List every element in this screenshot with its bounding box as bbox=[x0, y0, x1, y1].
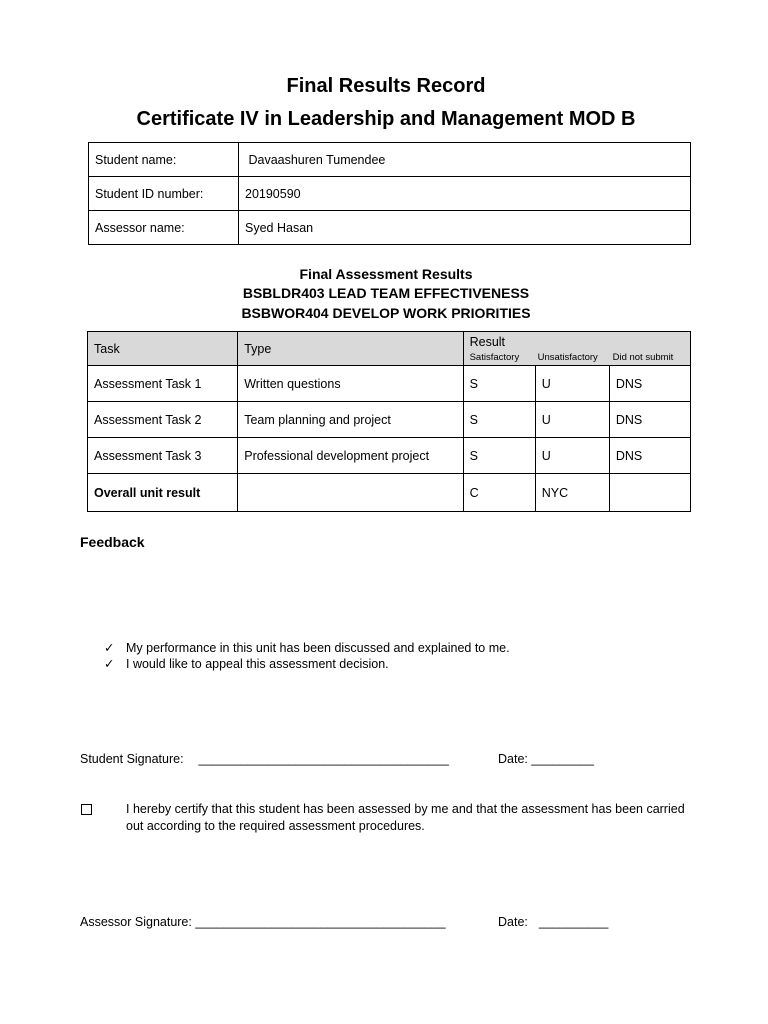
unit-code-2: BSBWOR404 DEVELOP WORK PRIORITIES bbox=[241, 305, 531, 321]
satisfactory-cell: S bbox=[463, 402, 535, 438]
student-signature-label: Student Signature: bbox=[80, 752, 184, 766]
table-header-row bbox=[88, 332, 691, 366]
result-label: Result bbox=[469, 335, 506, 349]
dns-cell: DNS bbox=[609, 402, 690, 438]
assessor-signature-label: Assessor Signature: bbox=[80, 915, 192, 929]
dns-cell: DNS bbox=[609, 438, 690, 474]
col-result-header bbox=[463, 332, 690, 366]
table-row bbox=[89, 143, 691, 177]
assessor-date-line[interactable]: __________ bbox=[538, 915, 609, 929]
col-type-header: Type bbox=[238, 332, 463, 366]
student-name-label: Student name: bbox=[89, 143, 239, 177]
table-row bbox=[88, 438, 691, 474]
type-cell: Professional development project bbox=[238, 438, 463, 474]
checklist-item-appeal bbox=[104, 656, 389, 672]
task-cell: Assessment Task 1 bbox=[88, 366, 238, 402]
certify-checkbox[interactable] bbox=[81, 804, 92, 815]
unsatisfactory-cell: U bbox=[535, 402, 609, 438]
overall-result-label: Overall unit result bbox=[88, 474, 238, 512]
overall-dns-cell bbox=[609, 474, 690, 512]
table-row bbox=[88, 366, 691, 402]
student-date bbox=[498, 752, 594, 766]
certify-statement: I hereby certify that this student has been assessed by me and that the assessment has been carried out according to the required assessment procedures. bbox=[126, 802, 685, 833]
overall-type-cell bbox=[238, 474, 463, 512]
satisfactory-sublabel: Satisfactory bbox=[469, 352, 520, 363]
did-not-submit-sublabel: Did not submit bbox=[612, 352, 674, 363]
assessor-name-label: Assessor name: bbox=[89, 211, 239, 245]
document-title: Final Results Record bbox=[286, 75, 486, 97]
student-info-table bbox=[88, 142, 691, 245]
not-yet-competent-cell: NYC bbox=[535, 474, 609, 512]
dns-cell: DNS bbox=[609, 366, 690, 402]
unsatisfactory-cell: U bbox=[535, 366, 609, 402]
unsatisfactory-cell: U bbox=[535, 438, 609, 474]
competent-cell: C bbox=[463, 474, 535, 512]
assessor-signature-line[interactable]: ____________________________________ bbox=[195, 915, 446, 929]
assessor-name-value: Syed Hasan bbox=[239, 211, 691, 245]
student-date-line[interactable]: _________ bbox=[531, 752, 594, 766]
checklist-item-discussed bbox=[104, 640, 510, 656]
student-id-value: 20190590 bbox=[239, 177, 691, 211]
student-signature-line[interactable]: ____________________________________ bbox=[198, 752, 449, 766]
student-id-label: Student ID number: bbox=[89, 177, 239, 211]
satisfactory-cell: S bbox=[463, 366, 535, 402]
student-name-value: Davaashuren Tumendee bbox=[239, 143, 691, 177]
document-subtitle: Certificate IV in Leadership and Management MOD B bbox=[136, 108, 636, 130]
check-mark-icon: ✓ bbox=[104, 657, 115, 671]
overall-result-row bbox=[88, 474, 691, 512]
task-cell: Assessment Task 2 bbox=[88, 402, 238, 438]
type-cell: Team planning and project bbox=[238, 402, 463, 438]
student-signature bbox=[80, 752, 449, 766]
assessor-signature bbox=[80, 915, 446, 929]
satisfactory-cell: S bbox=[463, 438, 535, 474]
results-heading: Final Assessment Results bbox=[299, 266, 473, 282]
student-date-label: Date: bbox=[498, 752, 528, 766]
feedback-heading: Feedback bbox=[80, 534, 145, 550]
assessor-date bbox=[498, 915, 608, 929]
col-task-header: Task bbox=[88, 332, 238, 366]
type-cell: Written questions bbox=[238, 366, 463, 402]
checklist-item-text: I would like to appeal this assessment decision. bbox=[126, 657, 389, 671]
results-table bbox=[87, 331, 691, 512]
table-row bbox=[89, 211, 691, 245]
table-row bbox=[88, 402, 691, 438]
task-cell: Assessment Task 3 bbox=[88, 438, 238, 474]
unsatisfactory-sublabel: Unsatisfactory bbox=[537, 352, 598, 363]
unit-code-1: BSBLDR403 LEAD TEAM EFFECTIVENESS bbox=[242, 285, 530, 301]
table-row bbox=[89, 177, 691, 211]
assessor-date-label: Date: bbox=[498, 915, 528, 929]
check-mark-icon: ✓ bbox=[104, 641, 115, 655]
checklist-item-text: My performance in this unit has been discussed and explained to me. bbox=[126, 641, 510, 655]
